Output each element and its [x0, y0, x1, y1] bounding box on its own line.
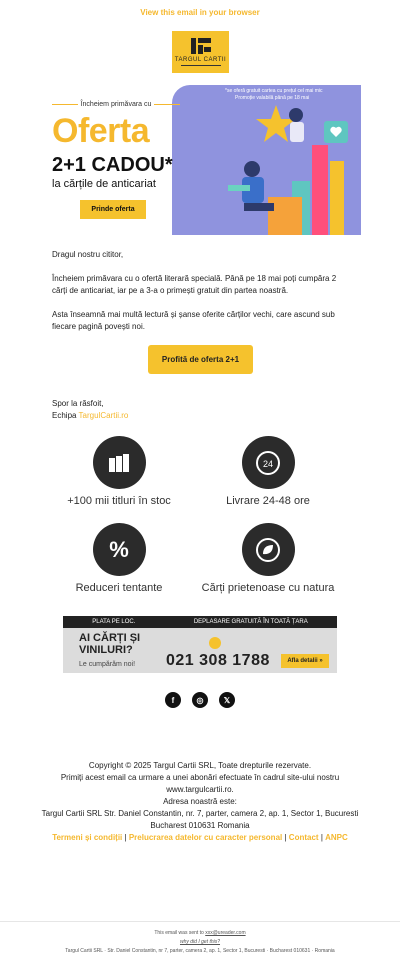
instagram-icon[interactable]: ◎: [192, 692, 208, 708]
banner-dash-left: [52, 104, 78, 105]
banner-dash-right: [154, 104, 180, 105]
promo-top-left: PLATA PE LOC.: [92, 619, 136, 625]
team-link[interactable]: TargulCartii.ro: [78, 411, 129, 420]
banner-gift: 2+1 CADOU*: [52, 154, 173, 176]
greeting: Dragul nostru cititor,: [52, 250, 124, 259]
banner-headline: Oferta: [52, 112, 150, 150]
promo-banner[interactable]: [52, 85, 361, 235]
logo-mark-icon: [191, 38, 211, 54]
promo-question-line1: AI CĂRȚI ȘI: [79, 632, 141, 644]
feature-stock-label: +100 mii titluri în stoc: [67, 495, 171, 507]
feature-delivery-label: Livrare 24-48 ore: [226, 495, 310, 507]
x-icon[interactable]: 𝕏: [219, 692, 235, 708]
feature-stock: [44, 436, 194, 507]
targul-cartii-logo[interactable]: [172, 31, 229, 73]
eco-icon: [242, 523, 295, 576]
banner-intro: [52, 101, 180, 108]
footer-separator: |: [284, 833, 287, 842]
feature-eco-label: Cărți prietenoase cu natura: [201, 582, 335, 594]
main-cta-button[interactable]: Profită de oferta 2+1: [148, 345, 253, 374]
footer-divider: [0, 921, 400, 922]
team-prefix: Echipa: [52, 411, 79, 420]
footer-address: Targul Cartii SRL Str. Daniel Constantin, nr. 7, parter, camera 2, ap. 1, Sector 1, Bucuresti Bucharest 010631 Romania: [41, 809, 359, 830]
feature-discounts-label: Reduceri tentante: [75, 582, 163, 594]
promo-details-button[interactable]: Afla detalii »: [281, 654, 329, 668]
body-paragraph-1: Încheiem primăvara cu o ofertă literară specială. Până pe 18 mai poți cumpăra 2 cărți de anticariat, iar pe a 3-a o primești gratuit din partea noastră.: [52, 274, 337, 295]
banner-subline: la cărțile de anticariat: [52, 178, 156, 190]
banner-cta-button[interactable]: Prinde oferta: [80, 200, 146, 219]
books-icon: [93, 436, 146, 489]
privacy-link[interactable]: Prelucrarea datelor cu caracter personal: [128, 833, 283, 842]
body-paragraph-2: Asta înseamnă mai multă lectură și șanse oferite cărților vechi, care ascund sub fiecare pagină povești noi.: [52, 310, 335, 331]
banner-intro-text: Încheiem primăvara cu: [80, 101, 152, 108]
facebook-icon[interactable]: f: [165, 692, 181, 708]
promo-phone[interactable]: 021 308 1788: [166, 652, 270, 669]
buyback-promo-banner[interactable]: [63, 616, 337, 673]
contact-link[interactable]: Contact: [288, 833, 319, 842]
promo-top-bar: [63, 616, 337, 628]
clock-24-icon: [242, 436, 295, 489]
footer-separator: |: [124, 833, 127, 842]
footer-separator: |: [320, 833, 323, 842]
team-signature: [52, 410, 352, 422]
feature-discounts: [44, 523, 194, 594]
footer-address-label: Adresa noastră este:: [163, 797, 237, 806]
signoff: Spor la răsfoit,: [52, 399, 104, 408]
reader-illustration: [172, 85, 361, 235]
feature-delivery: [193, 436, 343, 507]
footer: [40, 760, 360, 844]
logo-name: TARGUL CARTII: [174, 57, 227, 63]
meta-address: Targul Cartii SRL · Str. Daniel Constantin, nr 7, parter, camera 2, ap. 1, Sector 1, Bucuresti · Bucharest 010631 · Romania: [65, 948, 335, 954]
percent-icon: %: [93, 523, 146, 576]
sent-to-email-link[interactable]: xxx@ureader.com: [205, 930, 246, 936]
view-in-browser-link[interactable]: View this email in your browser: [140, 8, 260, 17]
banner-note: [225, 88, 355, 102]
logo-underline: [181, 65, 221, 66]
svg-text:24: 24: [262, 458, 274, 469]
banner-note-line1: *se oferă gratuit cartea cu prețul cel mai mic: [225, 88, 323, 94]
promo-question-line3: Le cumpărăm noi!: [79, 661, 136, 668]
sent-to: [0, 929, 400, 938]
promo-top-right: DEPLASARE GRATUITĂ ÎN TOATĂ ȚARA: [193, 619, 308, 625]
footer-links: [40, 832, 360, 844]
terms-link[interactable]: Termeni și condiții: [52, 833, 123, 842]
promo-question: [79, 632, 140, 656]
why-link[interactable]: why did I get this?: [179, 939, 221, 945]
banner-note-line2: Promoție valabilă până pe 18 mai: [235, 95, 310, 101]
email-meta: [0, 929, 400, 956]
anpc-link[interactable]: ANPC: [325, 833, 348, 842]
sent-to-prefix: This email was sent to: [154, 930, 206, 936]
footer-copyright: Copyright © 2025 Targul Cartii SRL, Toate drepturile rezervate.: [88, 761, 312, 770]
promo-question-line2: VINILURI?: [79, 644, 133, 656]
footer-reason: Primiți acest email ca urmare a unei abonări efectuate în cadrul site-ului nostru www.targulcartii.ro.: [60, 773, 340, 794]
feature-eco: [193, 523, 343, 594]
phone-icon: [209, 637, 221, 649]
